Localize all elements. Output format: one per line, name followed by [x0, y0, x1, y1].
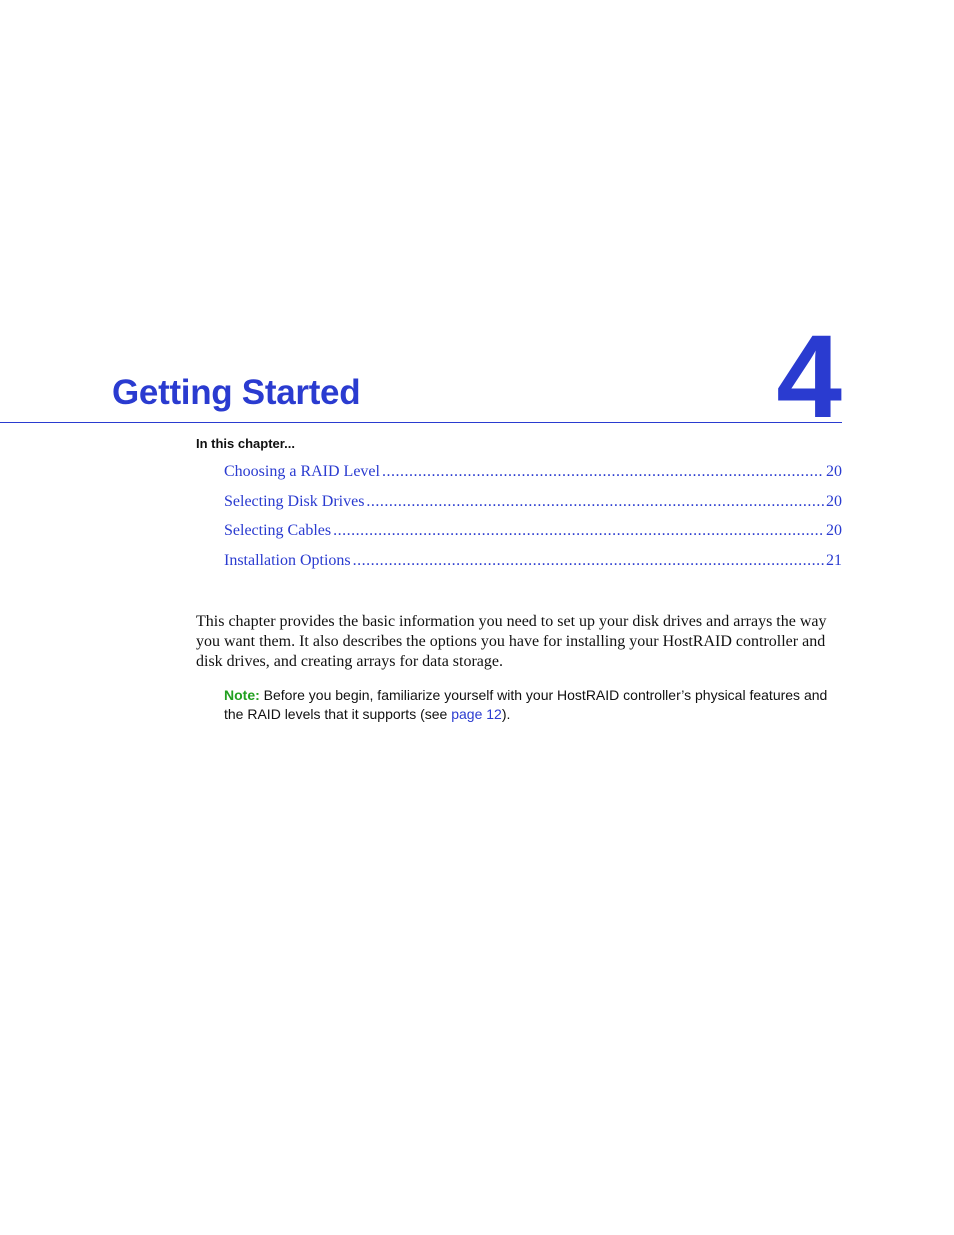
chapter-title: Getting Started	[112, 373, 361, 412]
toc-item-label: Selecting Disk Drives	[224, 492, 365, 510]
title-rule	[0, 422, 842, 423]
toc-leader	[382, 461, 824, 483]
toc-item-page: 21	[826, 552, 842, 570]
note	[224, 686, 842, 724]
toc-item-page: 20	[826, 492, 842, 510]
note-text: Before you begin, familiarize yourself with your HostRAID controller’s physical features and the RAID levels that it supports (see	[224, 687, 828, 722]
toc-item-label: Choosing a RAID Level	[224, 463, 380, 480]
toc-item-installation-options[interactable]	[224, 550, 842, 580]
toc-heading: In this chapter...	[196, 436, 295, 451]
note-text-end: ).	[501, 706, 511, 722]
note-label: Note:	[224, 687, 260, 703]
toc-list	[224, 461, 842, 580]
toc-item-choosing-raid-level[interactable]	[224, 461, 842, 491]
toc-item-page: 20	[826, 522, 842, 540]
chapter-number: 4	[776, 311, 842, 443]
toc-leader	[366, 491, 824, 513]
toc-item-label: Selecting Cables	[224, 522, 332, 540]
toc-leader	[353, 550, 824, 572]
toc-item-page: 20	[826, 463, 842, 480]
intro-paragraph: This chapter provides the basic information you need to set up your disk drives and arrays the way you want them. It also describes the options you have for installing your HostRAID controller and disk drives, and creating arrays for data storage.	[196, 613, 827, 670]
note-page-link[interactable]: page 12	[451, 706, 502, 722]
toc-leader	[333, 520, 824, 542]
toc-item-selecting-cables[interactable]	[224, 520, 842, 550]
toc-item-label: Installation Options	[224, 552, 351, 570]
toc-item-selecting-disk-drives[interactable]	[224, 491, 842, 521]
